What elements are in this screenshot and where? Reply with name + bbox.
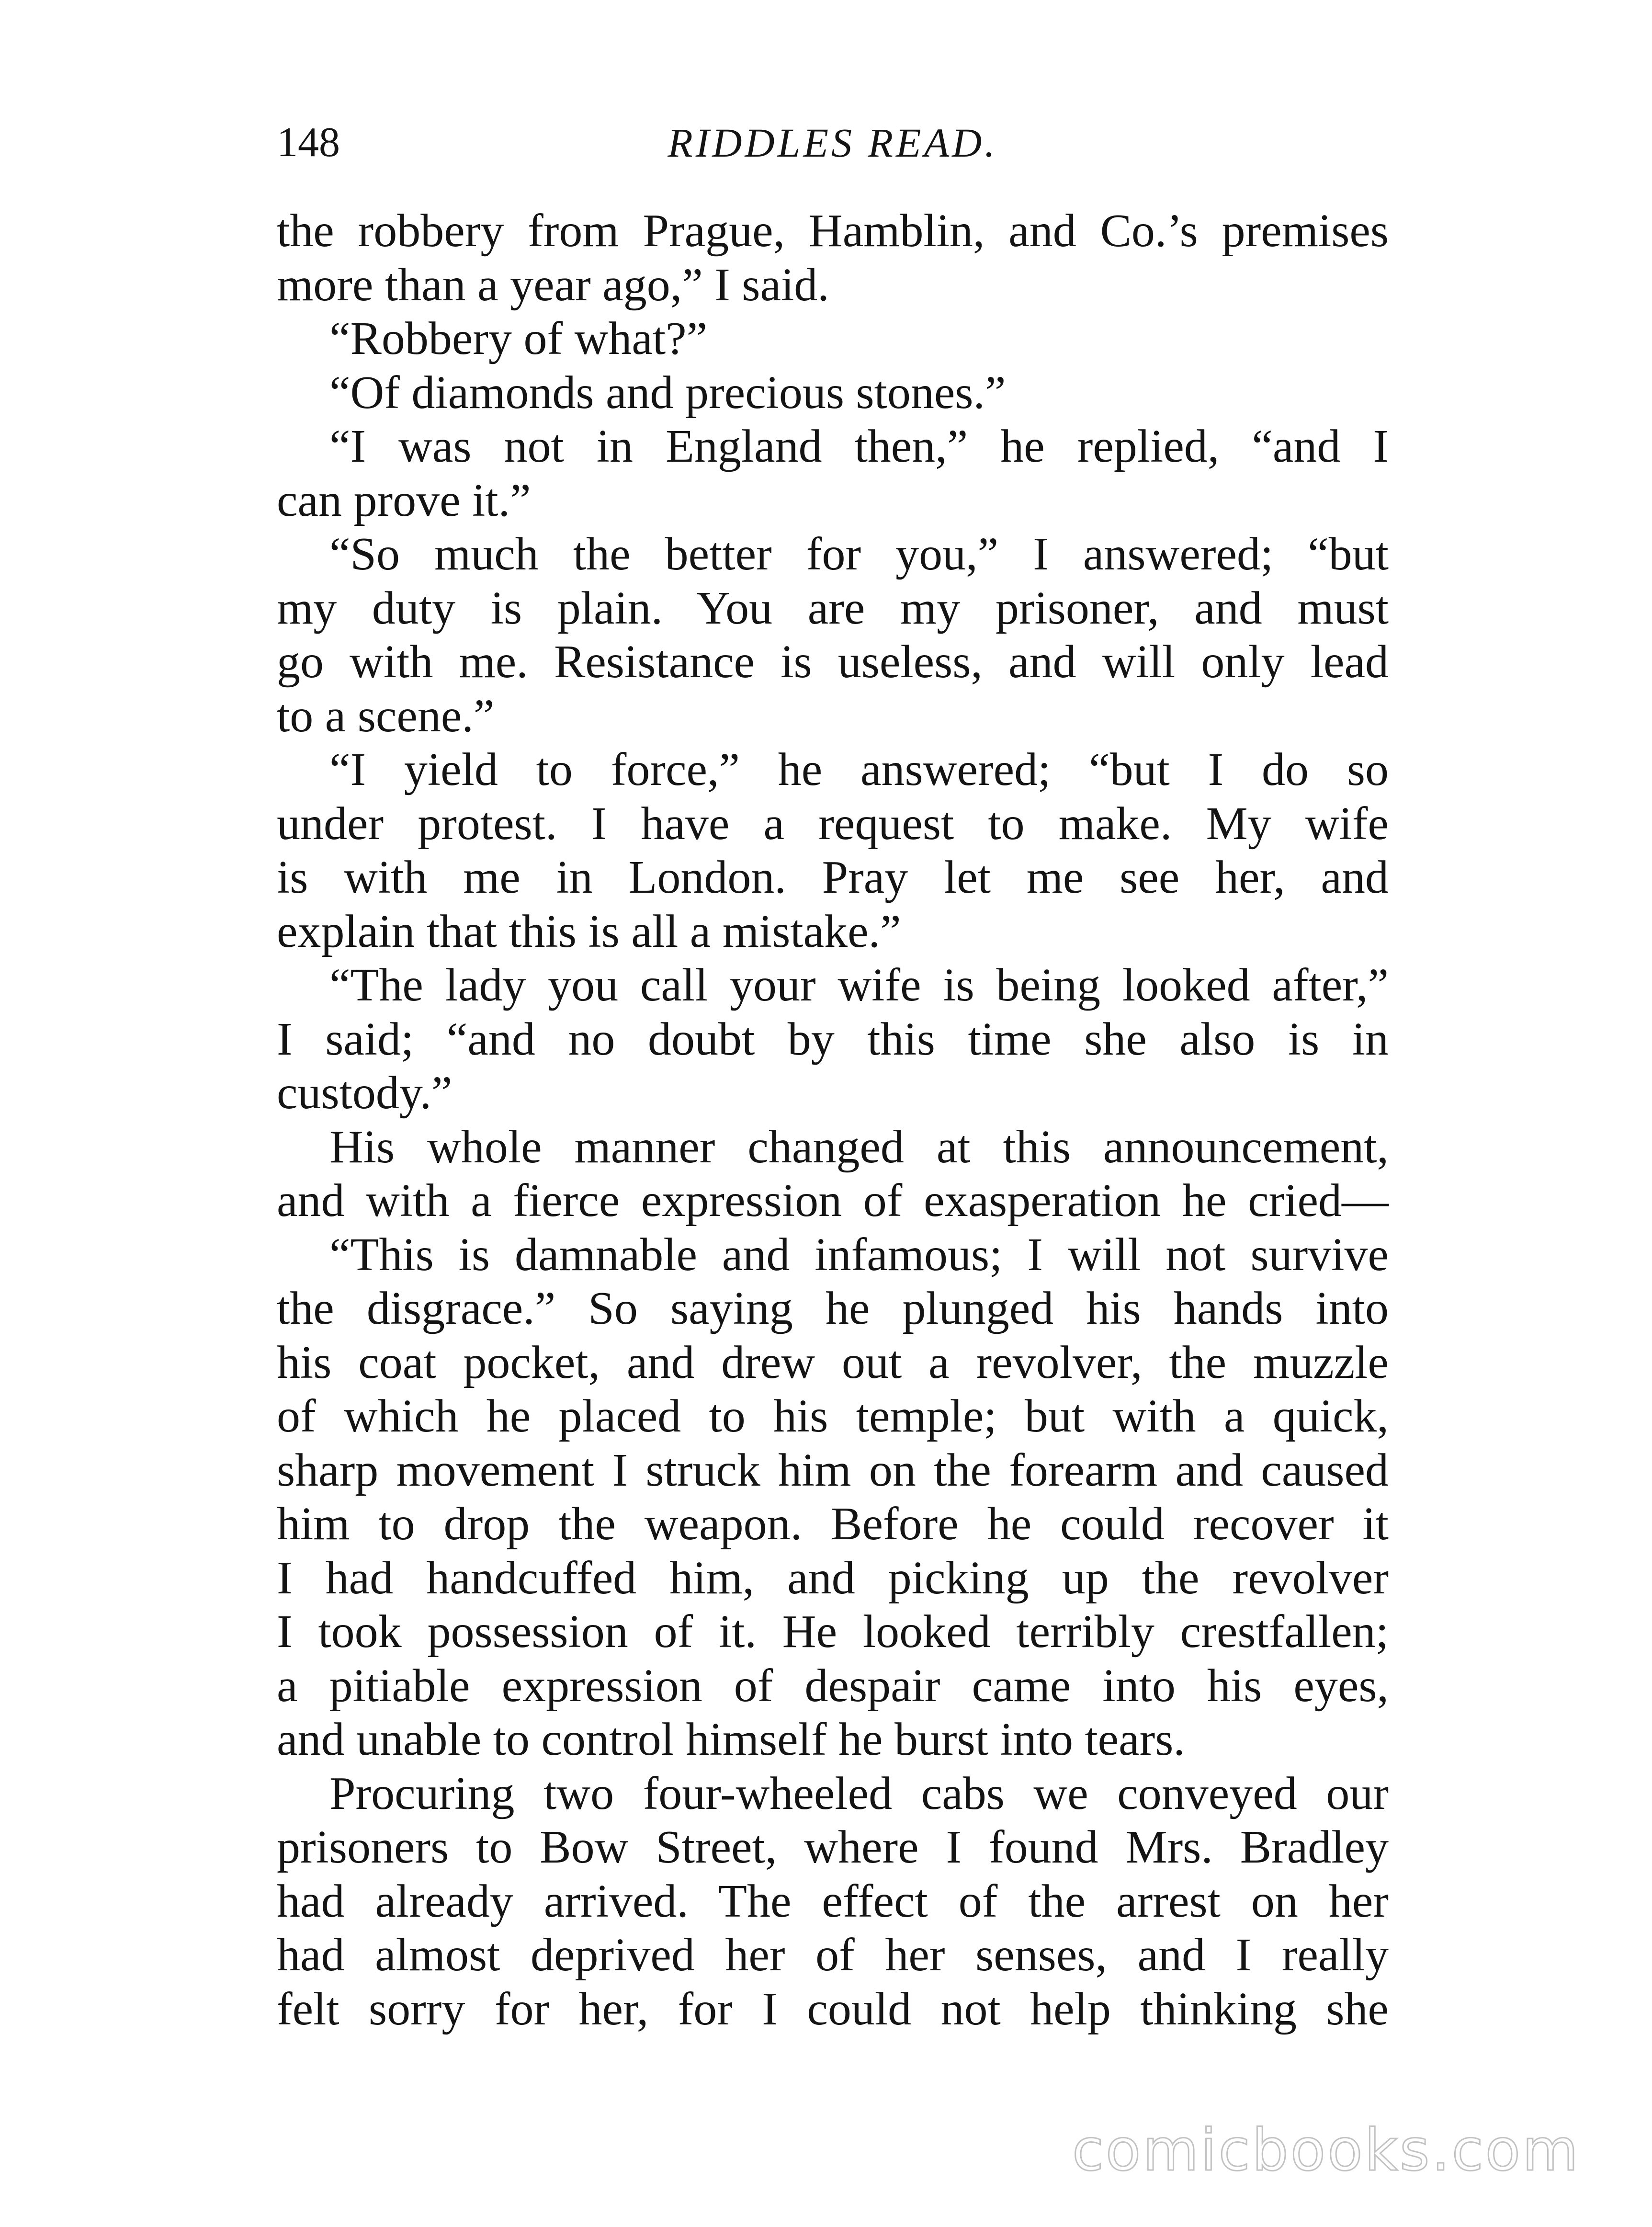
text-line: I said; “and no doubt by this time she also is in: [277, 1013, 1389, 1065]
text-line: go with me. Resistance is useless, and will only lead: [277, 636, 1389, 688]
text-line: his coat pocket, and drew out a revolver, the muzzle: [277, 1336, 1389, 1388]
text-line: “Robbery of what?”: [329, 313, 708, 364]
text-line: to a scene.”: [277, 690, 495, 742]
text-line: him to drop the weapon. Before he could recover it: [277, 1498, 1389, 1550]
text-line: explain that this is all a mistake.”: [277, 905, 901, 957]
text-line: Procuring two four-wheeled cabs we conveyed our: [329, 1767, 1389, 1819]
text-line: “This is damnable and infamous; I will not survive: [329, 1228, 1389, 1281]
text-line: felt sorry for her, for I could not help thinking she: [277, 1983, 1389, 2035]
text-line: His whole manner changed at this announcement,: [329, 1121, 1389, 1173]
text-line: a pitiable expression of despair came into his eyes,: [277, 1659, 1389, 1712]
text-line: “The lady you call your wife is being looked after,”: [329, 959, 1389, 1011]
text-line: sharp movement I struck him on the forearm and caused: [277, 1444, 1389, 1496]
body-text: [277, 204, 1389, 2036]
text-line: I took possession of it. He looked terribly crestfallen;: [277, 1606, 1389, 1658]
text-line: had already arrived. The effect of the arrest on her: [277, 1875, 1389, 1927]
page-number: 148: [277, 119, 340, 166]
text-line: “Of diamonds and precious stones.”: [329, 366, 1006, 419]
text-line: and with a fierce expression of exasperation he cried—: [277, 1175, 1389, 1227]
text-line: my duty is plain. You are my prisoner, and must: [277, 582, 1389, 634]
text-line: “I was not in England then,” he replied, “and I: [329, 420, 1389, 472]
text-line: more than a year ago,” I said.: [277, 259, 829, 311]
text-line: prisoners to Bow Street, where I found Mrs. Bradley: [277, 1821, 1389, 1873]
text-line: of which he placed to his temple; but with a quick,: [277, 1390, 1389, 1442]
text-line: can prove it.”: [277, 474, 531, 526]
text-line: “So much the better for you,” I answered; “but: [329, 528, 1389, 580]
text-line: I had handcuffed him, and picking up the revolver: [277, 1552, 1389, 1604]
text-line: and unable to control himself he burst into tears.: [277, 1714, 1185, 1765]
text-line: the disgrace.” So saying he plunged his hands into: [277, 1283, 1389, 1334]
text-line: is with me in London. Pray let me see her, and: [277, 852, 1389, 903]
watermark: comicbooks.com: [1072, 2117, 1580, 2184]
text-line: custody.”: [277, 1067, 453, 1119]
text-line: under protest. I have a request to make. My wife: [277, 797, 1389, 850]
running-title: RIDDLES READ.: [668, 120, 998, 166]
page-header: [277, 109, 1389, 167]
text-line: the robbery from Prague, Hamblin, and Co.’s premises: [277, 205, 1389, 257]
text-line: “I yield to force,” he answered; “but I do so: [329, 744, 1389, 795]
text-line: had almost deprived her of her senses, and I really: [277, 1929, 1389, 1981]
